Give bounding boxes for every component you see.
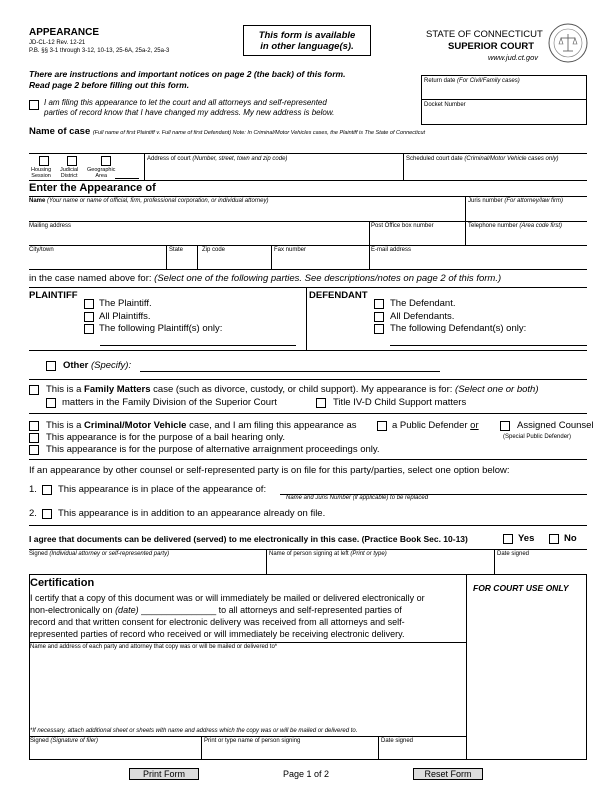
public-defender-checkbox[interactable] — [377, 421, 387, 431]
po-box-field[interactable] — [370, 231, 464, 245]
certification-date-field[interactable] — [156, 604, 226, 615]
telephone-field[interactable] — [467, 231, 586, 245]
electronic-yes-checkbox[interactable] — [503, 534, 513, 544]
defendant-checkbox[interactable] — [374, 299, 384, 309]
email-field[interactable] — [370, 255, 586, 269]
filer-name-label: Print or type name of person signing — [204, 738, 301, 744]
filer-date-label: Date signed — [381, 738, 414, 744]
appearance-name-field[interactable] — [29, 206, 463, 220]
seal-icon — [548, 23, 588, 63]
filer-signature-label: Signed (Signature of filer) — [30, 738, 99, 744]
instructions-line2: Read page 2 before filling out this form. — [29, 80, 190, 90]
case-name-field[interactable] — [29, 138, 587, 152]
page-number: Page 1 of 2 — [283, 769, 330, 779]
public-defender-option: a Public Defender or — [392, 420, 479, 431]
state-label: State — [169, 247, 184, 253]
service-list-label: Name and address of each party and attorney that copy was or will be mailed or delivered to* — [30, 644, 278, 650]
signer-name-label: Name of person signing at left (Print or type) — [269, 551, 387, 557]
assigned-counsel-checkbox[interactable] — [500, 421, 510, 431]
mailing-address-label: Mailing address — [29, 223, 72, 229]
certification-line3: record and that written consent for electronic delivery was received from all attorneys and self- — [30, 617, 405, 627]
in-place-of-checkbox[interactable] — [42, 485, 52, 495]
form-id: JD-CL-12 Rev. 12-21 — [29, 40, 86, 46]
plaintiff-checkbox[interactable] — [84, 299, 94, 309]
court-address-label: Address of court (Number, street, town and zip code) — [147, 156, 288, 162]
title-ivd-option: Title IV-D Child Support matters — [333, 397, 467, 408]
date-signed-label: Date signed — [497, 551, 530, 557]
defendant-names-field[interactable] — [390, 335, 587, 345]
zip-label: Zip code — [202, 247, 226, 253]
family-matters-text: This is a Family Matters case (such as divorce, custody, or child support). My appearance is for: (Select one or both) — [46, 384, 539, 395]
geographic-area-label: Geographic Area — [87, 167, 116, 179]
mailing-address-field[interactable] — [29, 231, 368, 245]
appearance-of-heading: Enter the Appearance of — [29, 182, 156, 194]
family-matters-checkbox[interactable] — [29, 385, 39, 395]
replaced-counsel-field[interactable] — [280, 483, 587, 494]
certification-heading: Certification — [30, 577, 95, 589]
zip-field[interactable] — [198, 255, 270, 269]
judicial-district-label: Judicial District — [60, 167, 79, 179]
family-division-option: matters in the Family Division of the Superior Court — [62, 397, 277, 408]
return-date-field[interactable] — [422, 87, 586, 98]
all-plaintiffs-checkbox[interactable] — [84, 312, 94, 322]
option-2-number: 2. — [29, 508, 37, 519]
following-plaintiffs-option: The following Plaintiff(s) only: — [99, 323, 223, 334]
state-name: STATE OF CONNECTICUT — [426, 29, 543, 40]
return-date-label: Return date (For Civil/Family cases) — [424, 78, 520, 84]
city-field[interactable] — [29, 255, 165, 269]
other-party-checkbox[interactable] — [46, 361, 56, 371]
following-plaintiffs-checkbox[interactable] — [84, 324, 94, 334]
housing-session-label: Housing Session — [31, 167, 52, 179]
electronic-no-checkbox[interactable] — [549, 534, 559, 544]
date-signed-field[interactable] — [496, 559, 586, 573]
language-notice-box — [243, 25, 371, 56]
criminal-case-text: This is a Criminal/Motor Vehicle case, and I am filing this appearance as — [46, 420, 357, 431]
electronic-no-label: No — [564, 533, 577, 544]
alternative-arraignment-option: This appearance is for the purpose of alternative arraignment proceedings only. — [46, 444, 380, 455]
criminal-case-checkbox[interactable] — [29, 421, 39, 431]
po-box-label: Post Office box number — [371, 223, 434, 229]
address-change-line1: I am filing this appearance to let the court and all attorneys and self-represented — [44, 98, 327, 107]
geographic-area-checkbox[interactable] — [101, 156, 111, 166]
alternative-arraignment-checkbox[interactable] — [29, 445, 39, 455]
appearance-name-label: Name (Your name or name of official, firm, professional corporation, or individual attorney) — [29, 198, 269, 204]
filer-name-field[interactable] — [203, 746, 377, 759]
judicial-district-checkbox[interactable] — [67, 156, 77, 166]
signature-field[interactable] — [29, 559, 264, 573]
language-notice-line1: This form is available — [258, 30, 356, 41]
court-address-field[interactable] — [146, 164, 401, 178]
defendant-heading: DEFENDANT — [309, 290, 368, 301]
all-plaintiffs-option: All Plaintiffs. — [99, 311, 151, 322]
in-addition-checkbox[interactable] — [42, 509, 52, 519]
certification-line4: represented parties of record who received or will immediately be receiving electronic delivery. — [30, 629, 405, 639]
fax-label: Fax number — [274, 247, 307, 253]
filer-signature-field[interactable] — [30, 746, 200, 759]
practice-book-ref: P.B. §§ 3-1 through 3-12, 10-13, 25-6A, 25a-2, 25a-3 — [29, 48, 170, 54]
electronic-delivery-text: I agree that documents can be delivered (served) to me electronically in this case. (Practice Book Sec. 10-13) — [29, 534, 468, 544]
other-party-label: Other (Specify): — [63, 360, 132, 371]
title-ivd-checkbox[interactable] — [316, 398, 326, 408]
special-public-defender-note: (Special Public Defender) — [503, 434, 572, 440]
other-counsel-intro: If an appearance by other counsel or self-represented party is on file for this party/parties, select one option below: — [29, 465, 510, 476]
case-name-label: Name of case (Full name of first Plaintiff v. Full name of first Defendant) Note: In Criminal/Motor Vehicles cases, the Plaintiff is The State of Connecticut — [29, 126, 426, 137]
plaintiff-names-field[interactable] — [100, 335, 296, 345]
in-addition-option: This appearance is in addition to an appearance already on file. — [58, 508, 326, 519]
party-intro: in the case named above for: (Select one of the following parties. See descriptions/notes on page 2 of this form.) — [29, 273, 502, 284]
juris-number-label: Juris number (For attorney/law firm) — [468, 198, 564, 204]
following-defendants-checkbox[interactable] — [374, 324, 384, 334]
certification-line2: non-electronically on (date) _______________ to all attorneys and self-represented parties of — [30, 605, 402, 615]
court-name: SUPERIOR COURT — [448, 41, 535, 52]
in-place-of-option: This appearance is in place of the appearance of: — [58, 484, 267, 495]
all-defendants-option: All Defendants. — [390, 311, 455, 322]
defendant-option: The Defendant. — [390, 298, 456, 309]
certification-line1: I certify that a copy of this document was or will immediately be mailed or delivered electronically or — [30, 593, 425, 603]
signer-name-field[interactable] — [268, 559, 492, 573]
bail-hearing-option: This appearance is for the purpose of a bail hearing only. — [46, 432, 286, 443]
family-division-checkbox[interactable] — [46, 398, 56, 408]
assigned-counsel-option: Assigned Counsel — [517, 420, 594, 431]
plaintiff-option: The Plaintiff. — [99, 298, 152, 309]
reset-form-button[interactable]: Reset Form — [413, 768, 483, 780]
print-form-button[interactable]: Print Form — [129, 768, 199, 780]
housing-session-checkbox[interactable] — [39, 156, 49, 166]
website: www.jud.ct.gov — [488, 53, 539, 62]
signed-label: Signed (Individual attorney or self-represented party) — [29, 551, 170, 557]
scheduled-date-label: Scheduled court date (Criminal/Motor Vehicle cases only) — [406, 156, 559, 162]
juris-number-field[interactable] — [467, 206, 586, 220]
state-field[interactable] — [167, 255, 195, 269]
scheduled-date-field[interactable] — [405, 164, 586, 178]
fax-field[interactable] — [272, 255, 367, 269]
telephone-label: Telephone number (Area code first) — [468, 223, 563, 229]
bail-hearing-checkbox[interactable] — [29, 433, 39, 443]
following-defendants-option: The following Defendant(s) only: — [390, 323, 527, 334]
city-label: City/town — [29, 247, 54, 253]
electronic-yes-label: Yes — [518, 533, 535, 544]
service-list-field[interactable] — [30, 652, 465, 726]
email-label: E-mail address — [371, 247, 412, 253]
all-defendants-checkbox[interactable] — [374, 312, 384, 322]
court-use-label: FOR COURT USE ONLY — [473, 583, 569, 593]
language-notice-line2: in other language(s). — [260, 41, 354, 52]
address-change-line2: parties of record know that I have changed my address. My new address is below. — [44, 108, 335, 117]
filer-date-field[interactable] — [380, 746, 465, 759]
address-change-checkbox[interactable] — [29, 100, 39, 110]
instructions-line1: There are instructions and important notices on page 2 (the back) of this form. — [29, 69, 346, 79]
form-title: APPEARANCE — [29, 27, 100, 38]
plaintiff-heading: PLAINTIFF — [29, 290, 78, 301]
docket-number-label: Docket Number — [424, 102, 466, 108]
option-1-number: 1. — [29, 484, 37, 495]
docket-number-field[interactable] — [422, 110, 586, 124]
replaced-counsel-caption: Name and Juris Number (if applicable) to be replaced — [286, 495, 429, 501]
other-party-field[interactable] — [140, 360, 440, 371]
certification-footnote: *If necessary, attach additional sheet or sheets with name and address which the copy was or will be mailed or delivered to. — [30, 728, 358, 734]
